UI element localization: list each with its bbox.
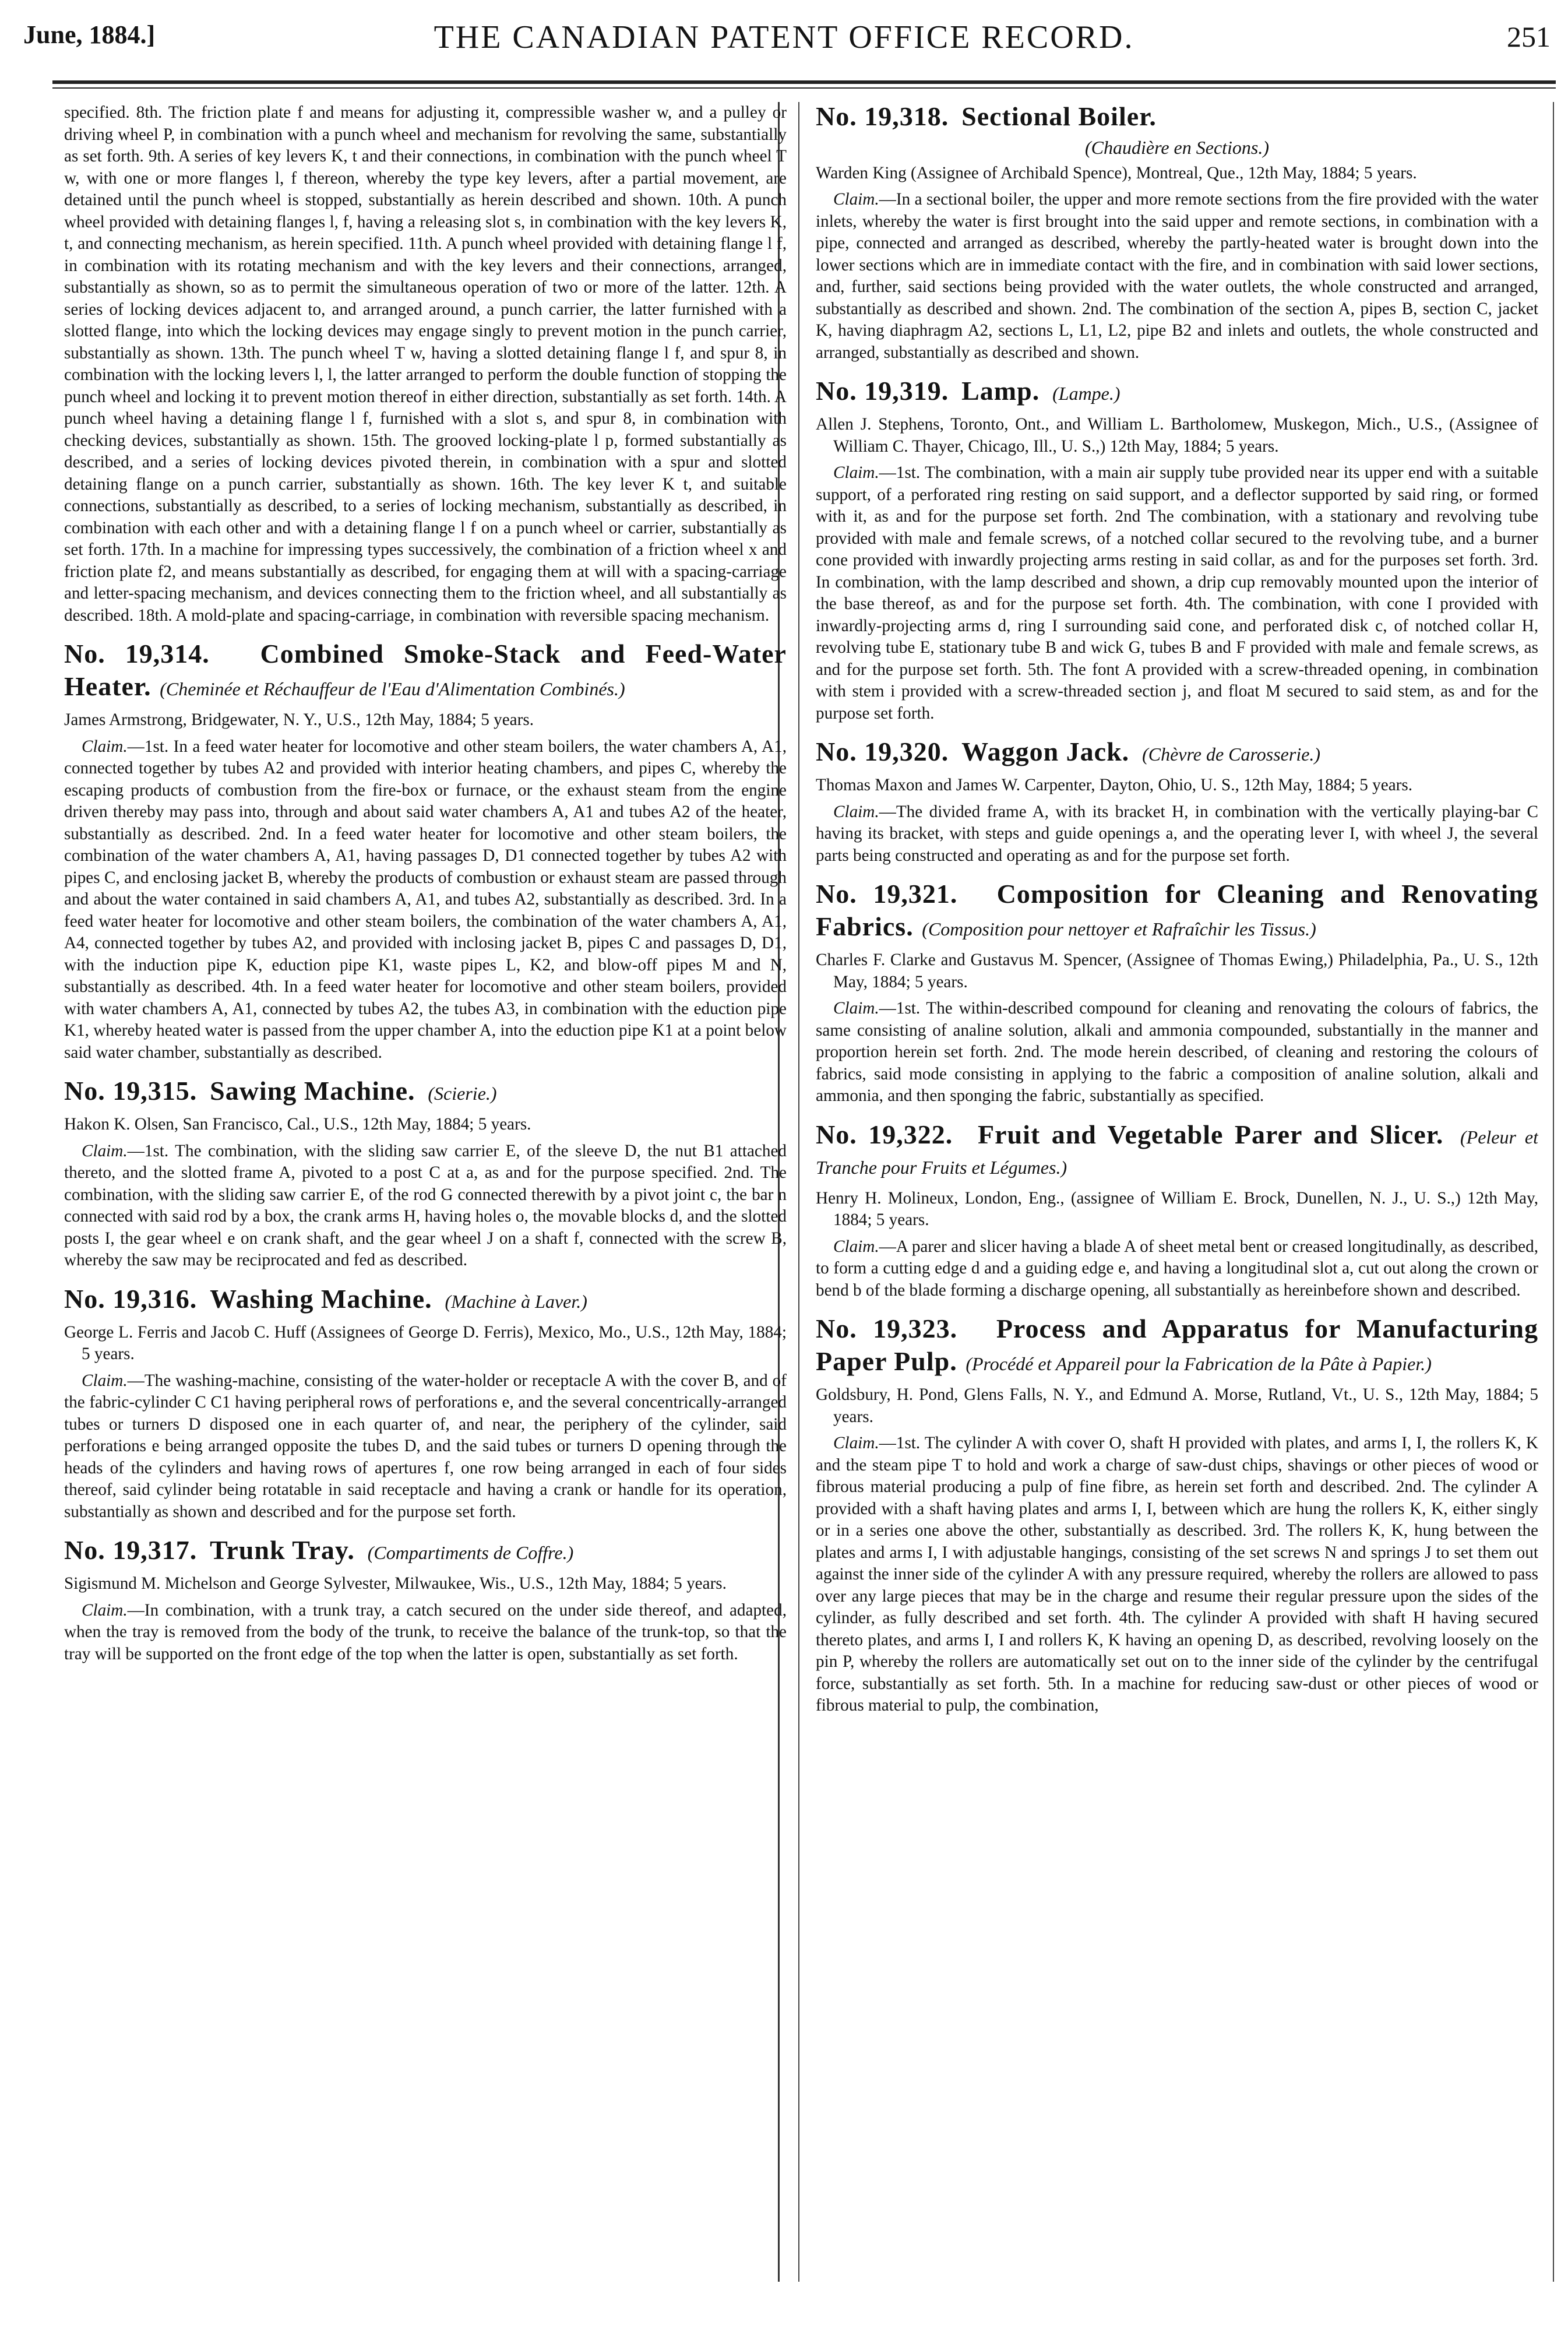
patent-french-title: (Procédé et Appareil pour la Fabrication de la Pâte à Papier.) (966, 1353, 1432, 1374)
claim-label: Claim. (82, 1371, 128, 1390)
continuation-text: specified. 8th. The friction plate f and means for adjusting it, compressible washer w, and a pulley or driving wheel P, in combination with a punch wheel and mechanism for revolving the same, substantially as set forth. 9th. A series of key levers K, t and their connections, in combination with the punch wheel T w, with one or more flanges l, f thereon, whereby the type key levers, after a partial movement, are detained until the punch wheel is stopped, substantially as herein described and shown. 10th. A punch wheel provided with detaining flanges l, f, having a releasing slot s, in combination with the key levers K, t, and connecting mechanism, as herein specified. 11th. A punch wheel provided with detaining flange l f, in combination with its rotating mechanism and with the key levers and their connections, arranged, substantially as shown, so as to permit the simultaneous operation of two or more of the latter. 12th. A series of locking devices adjacent to, and arranged around, a punch carrier, the latter furnished with a slotted flange, into which the locking devices may engage singly to prevent motion in the punch carrier, substantially as shown. 13th. The punch wheel T w, having a slotted detaining flange l f, and spur 8, in combination with the locking levers l, l, the latter arranged to perform the double function of stopping the punch wheel and locking it to prevent motion thereof in either direction, substantially as set forth. 14th. A punch wheel having a detaining flange l f, furnished with a slot s, and spur 8, in combination with checking devices, substantially as shown. 15th. The grooved locking-plate l p, formed substantially as described, and a series of locking devices pivoted therein, in combination with a spur and slotted detaining flange on a punch carrier, substantially as shown. 16th. The key lever K t, and suitable connections, substantially as described, to a series of locking mechanism, substantially as described, in combination with each other and with a detaining flange l f on a punch wheel or carrier, substantially as set forth. 17th. In a machine for impressing types successively, the combination of a friction wheel x and friction plate f2, and means substantially as described, for engaging them at will with a spacing-carriage and letter-spacing mechanism, and devices connecting them to the friction wheel, and all substantially as described. 18th. A mold-plate and spacing-carriage, in combination with reversible spacing mechanism. (64, 103, 787, 625)
claim-text: —In combination, with a trunk tray, a catch secured on the under side thereof, and adapted, when the tray is removed from the body of the trunk, to receive the balance of the trunk-top, so that the tray will be supported on the front edge of the top when the latter is open, substantially as set forth. (64, 1600, 787, 1663)
patent-claim (64, 1600, 787, 1666)
patent-assignee: Henry H. Molineux, London, Eng., (assignee of William E. Brock, Dunellen, N. J., U. S.,) 12th May, 1884; 5 years. (816, 1188, 1538, 1229)
patent-claim (816, 801, 1538, 867)
patent-french-title: (Chèvre de Carosserie.) (1142, 744, 1321, 765)
right-page-border (1553, 102, 1554, 2282)
patent-assignee: Charles F. Clarke and Gustavus M. Spencer, (Assignee of Thomas Ewing,) Philadelphia, Pa., U. S., 12th May, 1884; 5 years. (816, 951, 1538, 991)
patent-title: Combined Smoke-Stack and Feed-Water Heater. (64, 639, 787, 701)
patent-assignee: Hakon K. Olsen, San Francisco, Cal., U.S., 12th May, 1884; 5 years. (64, 1115, 531, 1134)
patent-number: No. 19,314. (64, 639, 210, 668)
patent-number: No. 19,323. (816, 1314, 958, 1343)
patent-claim (816, 189, 1538, 364)
patent-title: Trunk Tray. (210, 1535, 355, 1565)
claim-text: —In a sectional boiler, the upper and more remote sections from the fire provided with the water inlets, whereby the water is first brought into the said upper and remote sections, in combination with a pipe, connected and arranged as described, whereby the partly-heated water is brought down into the lower sections which are in immediate contact with the fire, and in combination with said lower sections, and, further, said sections being provided with the water outlets, the whole constructed and arranged, substantially as described and shown. 2nd. The combination of the section A, pipes B, section C, jacket K, having diaphragm A2, sections L, L1, L2, pipe B2 and inlets and outlets, the whole constructed and arranged, substantially as described and shown. (816, 190, 1538, 362)
claim-text: —1st. The combination, with the sliding saw carrier E, of the sleeve D, the nut B1 attached thereto, and the slotted frame A, pivoted to a post C at a, as and for the purpose specified. 2nd. The combination, with the sliding saw carrier E, of the rod G connected therewith by a pivot joint c, the bar n connected with said rod by a box, the crank arms H, having holes o, the movable blocks d, and the slotted posts I, the gear wheel e on crank shaft, and the gear wheel J on a shaft f, connected with the screw B, whereby the saw may be reciprocated and fed as described. (64, 1141, 787, 1269)
patent-entry-19317 (64, 1536, 787, 1665)
patent-number: No. 19,322. (816, 1119, 953, 1149)
patent-title: Fruit and Vegetable Parer and Slicer. (978, 1119, 1444, 1149)
patent-assignee: Thomas Maxon and James W. Carpenter, Dayton, Ohio, U. S., 12th May, 1884; 5 years. (816, 776, 1413, 794)
patent-assignee: Goldsbury, H. Pond, Glens Falls, N. Y., and Edmund A. Morse, Rutland, Vt., U. S., 12th May, 1884; 5 years. (816, 1385, 1538, 1426)
entry-heading (64, 639, 787, 705)
patent-french-title: (Peleur et Tranche pour Fruits et Légumes.) (816, 1126, 1538, 1178)
publication-title: THE CANADIAN PATENT OFFICE RECORD. (434, 19, 1134, 55)
claim-label: Claim. (833, 1434, 879, 1452)
patent-claim (64, 1141, 787, 1272)
patent-number: No. 19,316. (64, 1283, 198, 1314)
patent-claim (64, 1370, 787, 1523)
entry-heading (816, 1314, 1538, 1380)
patent-entry-19323 (816, 1314, 1538, 1717)
patent-title: Sectional Boiler. (961, 102, 1157, 131)
entry-heading (816, 102, 1538, 135)
patent-french-title: (Chaudière en Sections.) (1084, 137, 1270, 158)
patent-french-title: (Composition pour nettoyer et Rafraîchir les Tissus.) (922, 919, 1316, 939)
claim-label: Claim. (82, 1141, 128, 1160)
entry-heading (816, 737, 1538, 770)
patent-entry-19315 (64, 1076, 787, 1272)
issue-date: June, 1884.] (23, 20, 156, 49)
patent-number: No. 19,321. (816, 879, 958, 909)
patent-claim (816, 1433, 1538, 1717)
patent-entry-19318 (816, 102, 1538, 364)
patent-entry-19320 (816, 737, 1538, 867)
patent-claim (64, 736, 787, 1064)
entry-heading (64, 1285, 787, 1317)
claim-text: —The divided frame A, with its bracket H, in combination with the vertically playing-bar C having its bracket, with steps and guide openings a, and the operating lever I, with wheel J, the several parts being constructed and operating as and for the purpose set forth. (816, 802, 1538, 865)
patent-french-title: (Cheminée et Réchauffeur de l'Eau d'Alimentation Combinés.) (160, 678, 625, 699)
patent-title: Washing Machine. (210, 1283, 432, 1314)
patent-entry-19322 (816, 1120, 1538, 1302)
header-rule-thick (52, 80, 1556, 84)
patent-title: Process and Apparatus for Manufacturing Paper Pulp. (816, 1314, 1538, 1376)
claim-label: Claim. (833, 802, 879, 821)
patent-assignee: James Armstrong, Bridgewater, N. Y., U.S., 12th May, 1884; 5 years. (64, 710, 534, 729)
claim-label: Claim. (833, 1237, 879, 1256)
patent-number: No. 19,315. (64, 1076, 198, 1106)
claim-label: Claim. (82, 1600, 128, 1620)
patent-number: No. 19,318. (816, 102, 949, 131)
patent-number: No. 19,319. (816, 376, 949, 406)
patent-title: Sawing Machine. (210, 1076, 415, 1106)
patent-french-title: (Lampe.) (1052, 383, 1120, 404)
claim-text: —1st. The combination, with a main air supply tube provided near its upper end with a suitable support, of a perforated ring resting on said support, and a deflector supported by said ring, or formed with it, as and for the purpose set forth. 2nd The combination, with a stationary and revolving tube provided with male and female screws, of a notched collar secured to the revolving tube, and a burner cone provided with inwardly projecting arms resting in said collar, as and for the purposes set forth. 3rd. In combination, with the lamp described and shown, a drip cup removably mounted upon the interior of the base thereof, as and for the purpose set forth. 4th. The combination, with cone I provided with inwardly-projecting arms d, ring I surrounding said cone, and perforated disk c, of notched collar H, revolving tube E, stationary tube B and wick G, tubes B and F provided with male and female screws, as and for the purpose set forth. 5th. The font A provided with a screw-threaded opening, in combination with stem i provided with a screw-threaded section j, and float M secured to said stem, as and for the purpose set forth. (816, 463, 1538, 723)
claim-text: —The washing-machine, consisting of the water-holder or receptacle A with the cover B, and of the fabric-cylinder C C1 having peripheral rows of perforations e, and the several concentrically-arranged tubes or turners D disposed one in each quarter of, and near, the periphery of the cylinder, said perforations e being arranged opposite the tubes D, and the said tubes or turners D opening through the heads of the cylinders and having rows of apertures f, one row being arranged in each of four sides thereof, said cylinder being rotatable in said receptacle and having a crank or handle for its operation, substantially as shown and described and for the purpose set forth. (64, 1371, 787, 1521)
claim-label: Claim. (833, 190, 879, 209)
entry-heading (816, 376, 1538, 409)
claim-label: Claim. (833, 999, 879, 1018)
patent-entry-19319 (816, 376, 1538, 724)
left-column (64, 102, 787, 2293)
claim-label: Claim. (833, 463, 879, 482)
patent-assignee: Allen J. Stephens, Toronto, Ont., and William L. Bartholomew, Muskegon, Mich., U.S., (Assignee of William C. Thayer, Chicago, Ill., U. S.,) 12th May, 1884; 5 years. (816, 415, 1538, 456)
claim-label: Claim. (82, 737, 128, 756)
header-rule-thin (52, 87, 1556, 89)
claim-text: —1st. In a feed water heater for locomotive and other steam boilers, the water chambers A, A1, connected together by tubes A2 and provided with interior heating chambers, and pipes C, whereby the escaping products of combustion from the fire-box or furnace, or the exhaust steam from the engine driven thereby may pass into, through and about said water chambers A, A1 and tubes A2 of the heater, substantially as described. 2nd. In a feed water heater for locomotive and other steam boilers, the combination of the water chambers A, A1, having passages D, D1 connected together by tubes A2 with pipes C, and enclosing jacket B, whereby the products of combustion or exhaust steam are passed through and about the water contained in said chambers A, A1, and tubes A2, substantially as described. 3rd. In a feed water heater for locomotive and other steam boilers, the combination of the water chambers A, A1, A4, connected together by tubes A2, and provided with inclosing jacket B, pipes C and passages D, D1, with the induction pipe K, eduction pipe K1, waste pipes L, K2, and blow-off pipes M and N, substantially as described. 4th. In a feed water heater for locomotive and other steam boilers, provided with water chambers A, A1, connected by tubes A2, the tubes A3, in combination with the eduction pipe K1, whereby heated water is passed from the upper chamber A, into the eduction pipe K1 at a point below said water chamber, substantially as described. (64, 737, 787, 1062)
right-column (816, 102, 1538, 2293)
patent-claim (816, 998, 1538, 1107)
patent-claim (816, 462, 1538, 724)
patent-entry-19316 (64, 1285, 787, 1523)
entry-heading (816, 879, 1538, 945)
patent-french-title: (Compartiments de Coffre.) (367, 1542, 574, 1563)
patent-assignee: Warden King (Assignee of Archibald Spence), Montreal, Que., 12th May, 1884; 5 years. (816, 163, 1417, 182)
entry-heading (816, 1120, 1538, 1183)
patent-title: Composition for Cleaning and Renovating Fabrics. (816, 879, 1538, 941)
patent-title: Waggon Jack. (961, 737, 1130, 766)
patent-number: No. 19,317. (64, 1535, 198, 1565)
patent-french-title: (Machine à Laver.) (445, 1290, 587, 1312)
claim-text: —A parer and slicer having a blade A of sheet metal bent or creased longitudinally, as described, to form a cutting edge d and a guiding edge e, and having a longitudinal slot a, cut out along the crown or bend b of the blade forming a discharge opening, all substantially as hereinbefore shown and described. (816, 1237, 1538, 1300)
page-number: 251 (1507, 20, 1551, 53)
claim-text: —1st. The cylinder A with cover O, shaft H provided with plates, and arms I, I, the rollers K, K and the steam pipe T to hold and work a charge of saw-dust chips, shavings or other pieces of wood or fibrous material producing a pulp of fine fibre, as herein set forth and described. 2nd. The cylinder A provided with a shaft having plates and arms I, I, between which are hung the rollers K, K, either singly or in a series one above the other, substantially as described. 3rd. The rollers K, K, hung between the plates and arms I, I with adjustable hangings, consisting of the set screws N and springs J to set them out against the inner side of the cylinder A with any pressure required, whereby the rollers are allowed to pass over any large pieces that may be in the charge and resume their regular pressure upon the sides of the cylinder, as fully described and set forth. 4th. The cylinder A provided with shaft H having secured thereto plates, and arms I, I and rollers K, K having an opening D, as described, revolving loosely on the pin P, whereby the rollers are automatically set out on to the inner side of the cylinder by the centrifugal force, substantially as set forth. 5th. In a machine for reducing saw-dust or other pieces of wood or fibrous material to pulp, the combination, (816, 1434, 1538, 1715)
patent-french-title: (Scierie.) (428, 1083, 497, 1104)
patent-number: No. 19,320. (816, 737, 949, 766)
right-column-border (798, 102, 799, 2282)
patent-entry-19321 (816, 879, 1538, 1107)
entry-heading (64, 1536, 787, 1568)
patent-claim (816, 1236, 1538, 1302)
patent-entry-19314 (64, 639, 787, 1064)
patent-title: Lamp. (961, 376, 1040, 406)
entry-heading (64, 1076, 787, 1109)
patent-assignee: Sigismund M. Michelson and George Sylvester, Milwaukee, Wis., U.S., 12th May, 1884; 5 years. (64, 1574, 727, 1593)
patent-assignee: George L. Ferris and Jacob C. Huff (Assignees of George D. Ferris), Mexico, Mo., U.S., 12th May, 1884; 5 years. (64, 1322, 787, 1363)
claim-text: —1st. The within-described compound for cleaning and renovating the colours of fabrics, the same consisting of analine solution, alkali and ammonia compounded, substantially in the manner and proportion herein set forth. 2nd. The mode herein described, of cleaning and restoring the colours of fabrics, said mode consisting in applying to the fabric a composition of analine solution, alkali and ammonia, and then sponging the fabric, substantially as specified. (816, 999, 1538, 1105)
